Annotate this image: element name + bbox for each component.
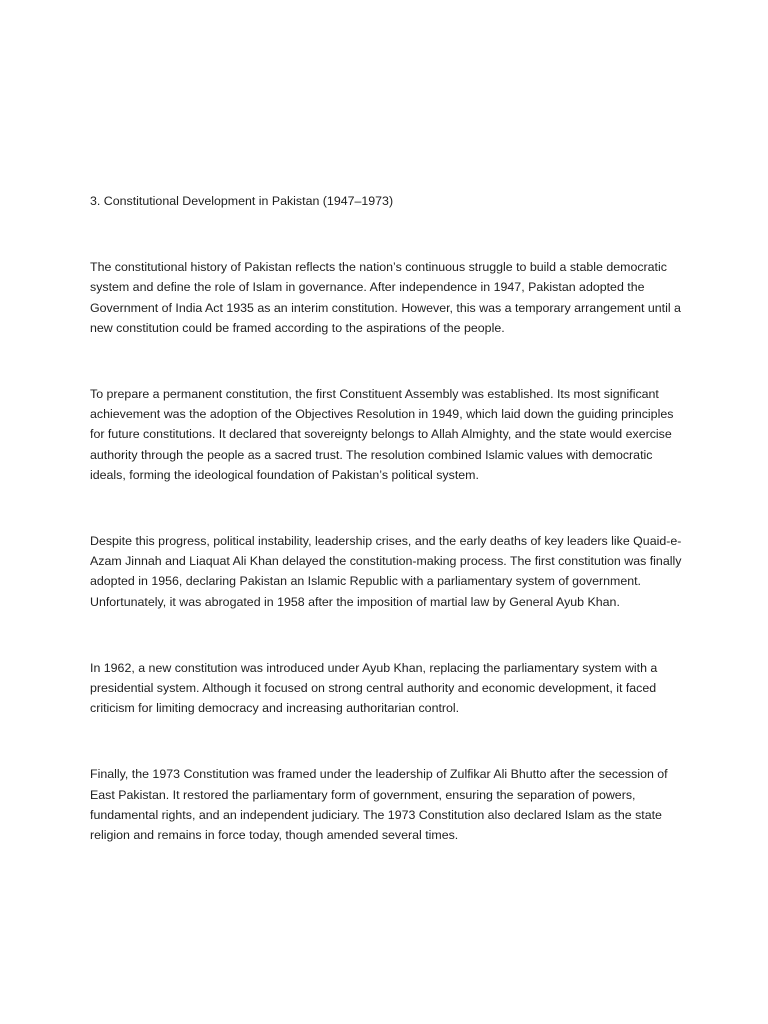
- document-page: [90, 191, 688, 891]
- paragraph-objectives-resolution: To prepare a permanent constitution, the first Constituent Assembly was established. Its most significant achievement was the adoption of the Objectives Resolution in 1949, which laid down the guiding principles for future constitutions. It declared that sovereignty belongs to Allah Almighty, and the state would exercise authority through the people as a sacred trust. The resolution combined Islamic values with democratic ideals, forming the ideological foundation of Pakistan’s political system.: [90, 387, 674, 482]
- paragraph-1973-constitution: Finally, the 1973 Constitution was framed under the leadership of Zulfikar Ali Bhutto after the secession of East Pakistan. It restored the parliamentary form of government, ensuring the separation of powers, fundamental rights, and an independent judiciary. The 1973 Constitution also declared Islam as the state religion and remains in force today, though amended several times.: [90, 767, 668, 843]
- paragraph-1956-constitution: Despite this progress, political instability, leadership crises, and the early deaths of key leaders like Quaid-e-Azam Jinnah and Liaquat Ali Khan delayed the constitution-making process. The first constitution was finally adopted in 1956, declaring Pakistan an Islamic Republic with a parliamentary system of government. Unfortunately, it was abrogated in 1958 after the imposition of martial law by General Ayub Khan.: [90, 534, 682, 609]
- paragraph-1962-constitution: In 1962, a new constitution was introduced under Ayub Khan, replacing the parliamentary system with a presidential system. Although it focused on strong central authority and economic development, it faced criticism for limiting democracy and increasing authoritarian control.: [90, 660, 658, 716]
- section-heading: 3. Constitutional Development in Pakistan (1947–1973): [90, 194, 394, 208]
- paragraph-interim-constitution: The constitutional history of Pakistan reflects the nation’s continuous struggle to build a stable democratic system and define the role of Islam in governance. After independence in 1947, Pakistan adopted the Government of India Act 1935 as an interim constitution. However, this was a temporary arrangement until a new constitution could be framed according to the aspirations of the people.: [90, 260, 681, 335]
